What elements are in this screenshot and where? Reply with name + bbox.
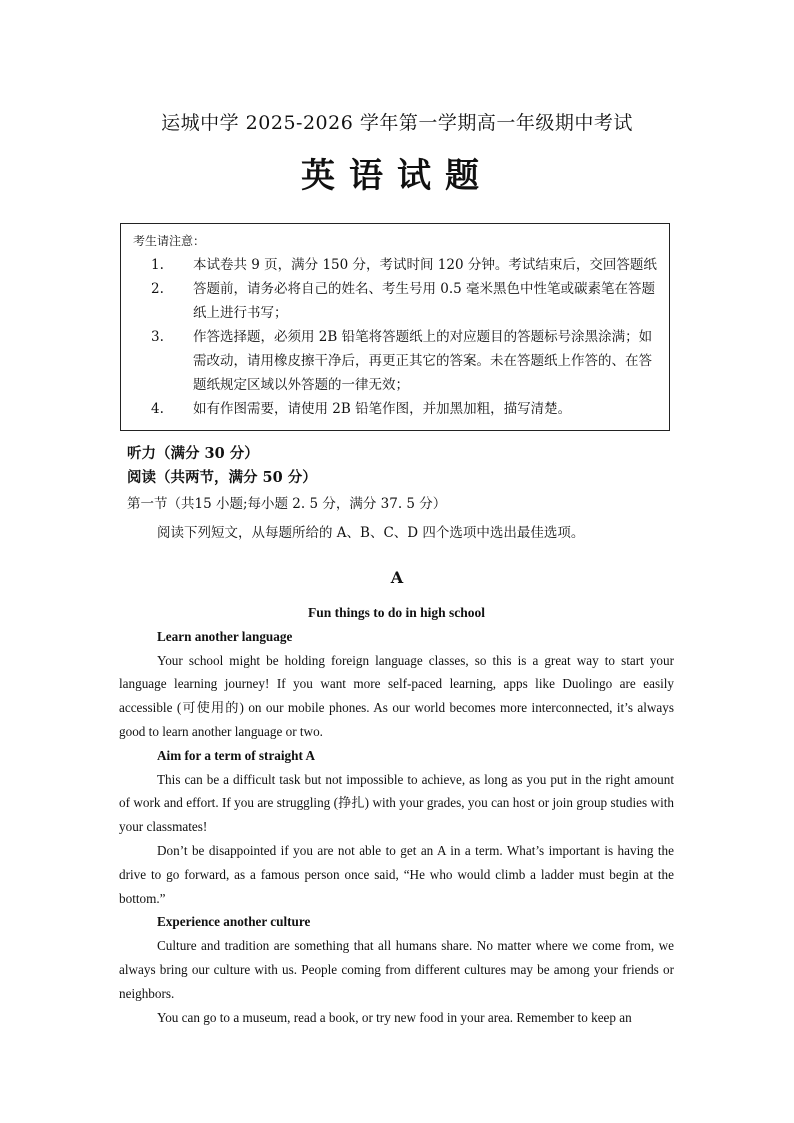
paragraph: Culture and tradition are something that all humans share. No matter where we come from, we always bring our culture with us. People coming from different cultures may be among your friends or neighbors. [119,938,674,1001]
paragraph: Don’t be disappointed if you are not able to get an A in a term. What’s important is having the drive to go forward, as a famous person once said, “He who would climb a ladder must begin at the bottom.” [119,842,674,906]
notice-box [120,223,670,431]
subheading-culture: Experience another culture [157,914,311,930]
notice-text: 如有作图需要，请使用 2B 铅笔作图，并加黑加粗，描写清楚。 [193,401,572,417]
notice-item [133,397,659,421]
notice-list [133,253,659,421]
passage-title: Fun things to do in high school [307,605,486,620]
notice-text: 答题前，请务必将自己的姓名、考生号用 0.5 毫米黑色中性笔或碳素笔在答题纸上进行书写； [193,281,656,321]
exam-title: 英语试题 [301,156,493,196]
passage-a [119,601,674,1029]
paragraph: This can be a difficult task but not impossible to achieve, as long as you put in the right amount of work and effort. If you are struggling (挣扎) with your grades, you can host or join group studies with your classmates! [119,771,674,835]
paragraph: Your school might be holding foreign language classes, so this is a great way to start your language learning journey! If you want more self-paced learning, apps like Duolingo are easily accessible (可使用的) on our mobile phones. As our world becomes more interconnected, it’s always good to learn another language or two. [119,652,674,739]
reading-section-heading: 阅读（共两节，满分 50 分） [127,469,317,486]
passage-letter: A [390,568,404,587]
subheading-straight-a: Aim for a term of straight A [157,747,315,763]
notice-text: 作答选择题，必须用 2B 铅笔将答题纸上的对应题目的答题标号涂黑涂满；如需改动，请用橡皮擦干净后，再更正其它的答案。未在答题纸上作答的、在答题纸规定区域以外答题的一律无效； [193,329,653,393]
notice-number: 4. [151,401,164,417]
notice-number: 1. [151,257,164,273]
subheading-language: Learn another language [157,628,293,644]
notice-item [133,253,659,277]
listening-section-heading: 听力（满分 30 分） [127,445,259,462]
notice-text: 本试卷共 9 页，满分 150 分，考试时间 120 分钟。考试结束后，交回答题纸 [193,257,657,273]
notice-number: 3. [151,329,164,345]
paragraph: You can go to a museum, read a book, or try new food in your area. Remember to keep an [157,1009,632,1025]
notice-item [133,277,659,325]
notice-item [133,325,659,397]
part1-heading: 第一节（共15 小题;每小题 2. 5 分，满分 37. 5 分） [127,496,447,512]
notice-number: 2. [151,281,164,297]
school-title: 运城中学 2025-2026 学年第一学期高一年级期中考试 [161,112,633,134]
reading-instruction: 阅读下列短文，从每题所给的 A、B、C、D 四个选项中选出最佳选项。 [157,525,585,541]
notice-heading: 考生请注意： [133,234,206,248]
